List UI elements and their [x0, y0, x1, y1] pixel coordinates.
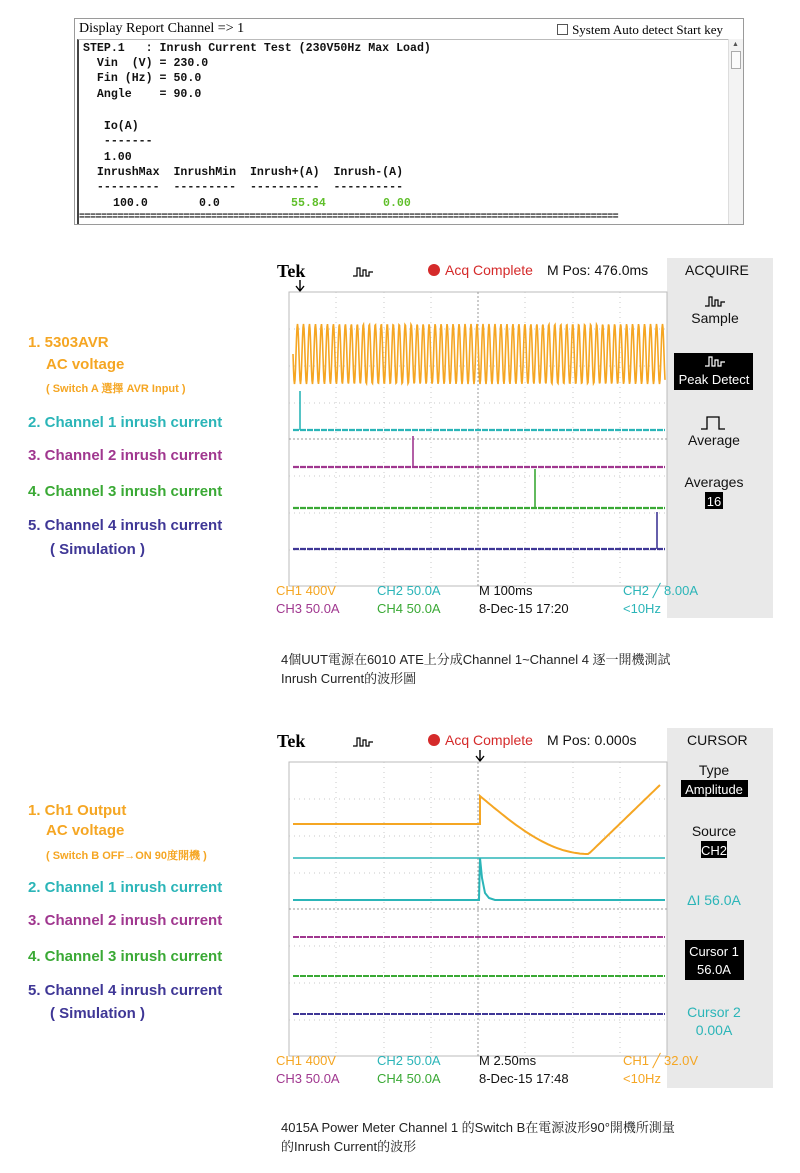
- scope2-ch2-scale: CH2 50.0A: [377, 1053, 441, 1068]
- caption2-line2: 的Inrush Current的波形: [281, 1139, 417, 1154]
- report-window: [74, 18, 744, 225]
- menu-sample[interactable]: Sample: [691, 310, 739, 326]
- cursor1-label[interactable]: Cursor 1: [689, 944, 739, 959]
- report-line: --------- --------- ---------- ----------: [83, 181, 404, 194]
- legend2-item-2: 2. Channel 1 inrush current: [28, 879, 223, 896]
- cursor-source-value[interactable]: CH2: [700, 843, 728, 858]
- report-line: Vin (V) = 230.0: [83, 57, 209, 70]
- legend1-item-3: 3. Channel 2 inrush current: [28, 447, 223, 464]
- cursor1-value[interactable]: 56.0A: [697, 962, 731, 977]
- legend1-item-4: 4. Channel 3 inrush current: [28, 483, 223, 500]
- scope1-ch4-scale: CH4 50.0A: [377, 601, 441, 616]
- cursor2-value[interactable]: 0.00A: [695, 1022, 733, 1038]
- menu-peak-detect[interactable]: Peak Detect: [678, 372, 750, 387]
- record-indicator-icon: [428, 264, 440, 276]
- cursor-type-value[interactable]: Amplitude: [685, 782, 743, 797]
- legend2-item-3: 3. Channel 2 inrush current: [28, 912, 223, 929]
- scope1-mpos: M Pos: 476.0ms: [547, 262, 649, 278]
- scope1-status: Acq Complete: [445, 262, 533, 278]
- auto-detect-checkbox[interactable]: [557, 22, 723, 38]
- scope2-mpos: M Pos: 0.000s: [547, 732, 637, 748]
- legend2-item-5: 5. Channel 4 inrush current: [28, 982, 223, 999]
- report-separator: ==================================================================================================: [79, 212, 619, 223]
- scope2-ch4-scale: CH4 50.0A: [377, 1071, 441, 1086]
- scope1-ch1-scale: CH1 400V: [276, 583, 336, 598]
- scope2-date: 8-Dec-15 17:48: [479, 1071, 569, 1086]
- scope1-ch3-scale: CH3 50.0A: [276, 601, 340, 616]
- report-line: Angle = 90.0: [83, 88, 202, 101]
- report-line: STEP.1 : Inrush Current Test (230V50Hz Max Load): [83, 42, 431, 55]
- scope2-status: Acq Complete: [445, 732, 533, 748]
- report-line: Fin (Hz) = 50.0: [83, 72, 202, 85]
- scope2-ch3-scale: CH3 50.0A: [276, 1071, 340, 1086]
- legend1-item-2: 2. Channel 1 inrush current: [28, 414, 223, 431]
- scope1-date: 8-Dec-15 17:20: [479, 601, 569, 616]
- oscilloscope-screen-2: [273, 728, 773, 1088]
- scope2-freq: <10Hz: [623, 1071, 661, 1086]
- scope2-svg: [273, 728, 773, 1088]
- scope2-brand: Tek: [277, 731, 306, 751]
- legend2-item-1c: ( Switch B OFF→ON 90度開機 ): [46, 850, 207, 862]
- scope1-trigger: CH2 ╱ 8.00A: [623, 583, 699, 598]
- caption2-line1: 4015A Power Meter Channel 1 的Switch B在電源波形90°開機所測量: [281, 1120, 675, 1135]
- scope1-svg: [273, 258, 773, 618]
- legend2-item-5b: ( Simulation ): [50, 1005, 145, 1022]
- scope1-timebase: M 100ms: [479, 583, 533, 598]
- inrush-plus-value: 55.84: [291, 197, 326, 210]
- checkbox-icon[interactable]: [557, 24, 568, 35]
- scope2-menu-title: CURSOR: [687, 732, 748, 748]
- cursor2-label[interactable]: Cursor 2: [687, 1004, 741, 1020]
- menu-averages-value[interactable]: 16: [706, 494, 722, 509]
- scope2-trigger: CH1 ╱ 32.0V: [623, 1053, 699, 1068]
- menu-average[interactable]: Average: [688, 432, 740, 448]
- scope1-brand: Tek: [277, 261, 306, 281]
- scope2-ch1-scale: CH1 400V: [276, 1053, 336, 1068]
- inrush-min-value: 0.0: [199, 197, 220, 210]
- cursor-delta: ΔI 56.0A: [687, 892, 741, 908]
- report-header: [75, 19, 743, 39]
- cursor-type-label[interactable]: Type: [698, 762, 730, 778]
- caption2: [281, 1118, 675, 1156]
- inrush-max-value: 100.0: [113, 197, 148, 210]
- report-title: Display Report Channel => 1: [79, 21, 245, 36]
- report-scrollbar[interactable]: [728, 39, 743, 224]
- caption1-line1: 4個UUT電源在6010 ATE上分成Channel 1~Channel 4 逐一開機測試: [281, 652, 671, 667]
- legend1-item-5b: ( Simulation ): [50, 541, 145, 558]
- report-line: Io(A): [83, 120, 139, 133]
- report-line: 1.00: [83, 151, 132, 164]
- scope1-freq: <10Hz: [623, 601, 661, 616]
- caption1: [281, 650, 671, 688]
- report-line: -------: [83, 135, 153, 148]
- legend1-item-5: 5. Channel 4 inrush current: [28, 517, 223, 534]
- caption1-line2: Inrush Current的波形圖: [281, 671, 417, 686]
- cursor-source-label[interactable]: Source: [691, 823, 737, 839]
- scroll-up-icon[interactable]: ▲: [732, 41, 739, 48]
- scope2-timebase: M 2.50ms: [479, 1053, 537, 1068]
- legend2-item-1: 1. Ch1 Output: [28, 802, 127, 819]
- record-indicator-icon: [428, 734, 440, 746]
- legend1-item-1b: AC voltage: [46, 356, 125, 373]
- legend1-item-1: 1. 5303AVR: [28, 334, 109, 351]
- report-column-headers: InrushMax InrushMin Inrush+(A) Inrush-(A): [83, 166, 404, 179]
- scope1-ch2-scale: CH2 50.0A: [377, 583, 441, 598]
- inrush-minus-value: 0.00: [383, 197, 411, 210]
- legend2-item-4: 4. Channel 3 inrush current: [28, 948, 223, 965]
- scope1-menu-title: ACQUIRE: [685, 262, 749, 278]
- legend1-item-1c: ( Switch A 選擇 AVR Input ): [46, 383, 186, 395]
- oscilloscope-screen-1: [273, 258, 773, 618]
- auto-detect-label: System Auto detect Start key: [572, 22, 723, 37]
- menu-averages-label[interactable]: Averages: [684, 474, 744, 490]
- legend2-item-1b: AC voltage: [46, 822, 125, 839]
- scroll-thumb[interactable]: [731, 51, 741, 69]
- report-text-area[interactable]: [77, 39, 729, 225]
